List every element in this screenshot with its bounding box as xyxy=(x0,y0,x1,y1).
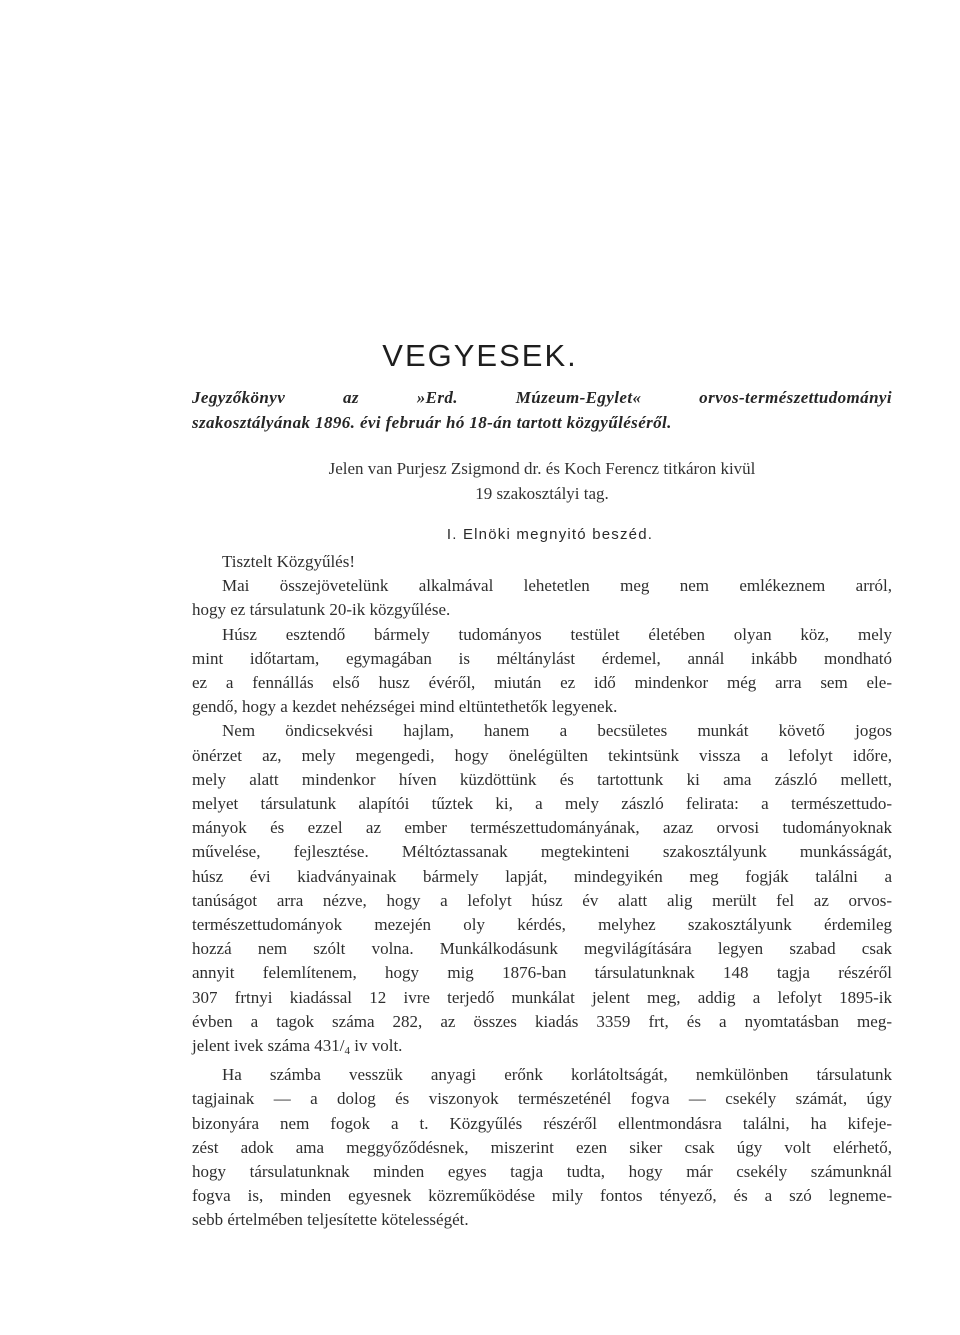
text-line: hogy ez társulatunk 20-ik közgyűlése. xyxy=(192,600,451,620)
text-line: 307 frtnyi kiadással 12 ivre terjedő munkálat jelent meg, addig a lefolyt 1895-ik xyxy=(192,987,892,1007)
section-title: VEGYESEK. xyxy=(382,338,578,373)
salutation: Tisztelt Közgyűlés! xyxy=(222,552,356,571)
text-line: hozzá nem szólt volna. Munkálkodásunk megvilágítására legyen szabad csak xyxy=(192,939,892,959)
minutes-header-line: Jegyzőkönyv az »Erd. Múzeum-Egylet« orvos-természettudományi xyxy=(192,388,892,407)
speech-heading-text: I. Elnöki megnyitó beszéd. xyxy=(446,526,654,543)
text-line: tanúságot arra nézve, hogy a lefolyt húsz év alatt alig merült fel az orvos- xyxy=(192,890,892,910)
text-line: önérzet az, mely megengedi, hogy önelégülten tekintsünk vissza a lefolyt időre, xyxy=(192,745,892,765)
fraction-denominator: 4 xyxy=(344,1045,350,1058)
text-line: Húsz esztendő bármely tudományos testület életében olyan köz, mely xyxy=(222,624,892,644)
speech-heading xyxy=(0,526,960,543)
text-line: Mai összejövetelünk alkalmával lehetetlen meg nem emlékeznem arról, xyxy=(222,576,892,596)
text-line: mint időtartam, egymagában is méltánylást érdemel, annál inkább mondható xyxy=(192,648,892,668)
text-line: fogva is, minden egyesnek közreműködése mily fontos tényező, és a szó legneme- xyxy=(192,1186,892,1206)
text-line: ez a fennállás első husz évéről, miután ez idő mindenkor még arra sem ele- xyxy=(192,673,892,693)
text-line: húsz évi kiadványainak bármely lapját, mindegyikén meg fogják találni a xyxy=(192,866,892,886)
text-line: jelent ivek száma $431/_4$ iv volt. xyxy=(192,1036,403,1058)
text-line-end: iv volt. xyxy=(350,1036,403,1056)
text-line: természettudományok mezején oly kérdés, melyhez szakosztályunk érdemileg xyxy=(192,915,892,935)
text-line: zést adok ama meggyőződésnek, miszerint ezen siker csak úgy volt elérhető, xyxy=(192,1137,892,1157)
text-line: tagjainak — a dolog és viszonyok természeténél fogva — csekély számát, úgy xyxy=(192,1089,892,1109)
text-line-start: jelent ivek száma 43 xyxy=(192,1036,332,1056)
text-line: sebb értelmében teljesítette kötelességét. xyxy=(192,1210,469,1230)
text-line: annyit felemlítenem, hogy mig 1876-ban társulatunknak 148 tagja részéről xyxy=(192,963,892,983)
attendance-line: Jelen van Purjesz Zsigmond dr. és Koch Ferencz titkáron kivül xyxy=(328,459,756,478)
text-line: évben a tagok száma 282, az összes kiadás 3359 frt, és a nyomtatásban meg- xyxy=(192,1011,892,1031)
text-line: hogy társulatunknak minden egyes tagja tudta, hogy már csekély számunknál xyxy=(192,1162,892,1182)
text-line: mely alatt mindenkor híven küzdöttünk és tartottunk ki ama zászló mellett, xyxy=(192,769,892,789)
attendance-note xyxy=(192,456,892,506)
text-line: Ha számba vesszük anyagi erőnk korlátoltságát, nemkülönben társulatunk xyxy=(222,1065,892,1085)
speech-body xyxy=(192,550,892,1233)
text-line: mányok és ezzel az ember természettudományának, azaz orvosi tudományoknak xyxy=(192,818,892,838)
attendance-line: 19 szakosztályi tag. xyxy=(475,484,609,503)
text-line: melyet társulatunk alapítói tűztek ki, a mely zászló felirata: a természettudo- xyxy=(192,794,892,814)
text-line: gendő, hogy a kezdet nehézségei mind eltüntethetők legyenek. xyxy=(192,697,618,717)
minutes-header xyxy=(192,385,892,435)
minutes-header-line: szakosztályának 1896. évi február hó 18-án tartott közgyűléséről. xyxy=(192,413,672,432)
fraction-numerator: 1 xyxy=(331,1036,340,1056)
text-line: Nem öndicsekvési hajlam, hanem a becsületes munkát követő jogos xyxy=(222,721,892,741)
text-line: bizonyára nem fogok a t. Közgyűlés részéről ellentmondásra találni, ha kifeje- xyxy=(192,1113,892,1133)
text-line: művelése, fejlesztése. Méltóztassanak megtekinteni szakosztályunk munkásságát, xyxy=(192,842,892,862)
